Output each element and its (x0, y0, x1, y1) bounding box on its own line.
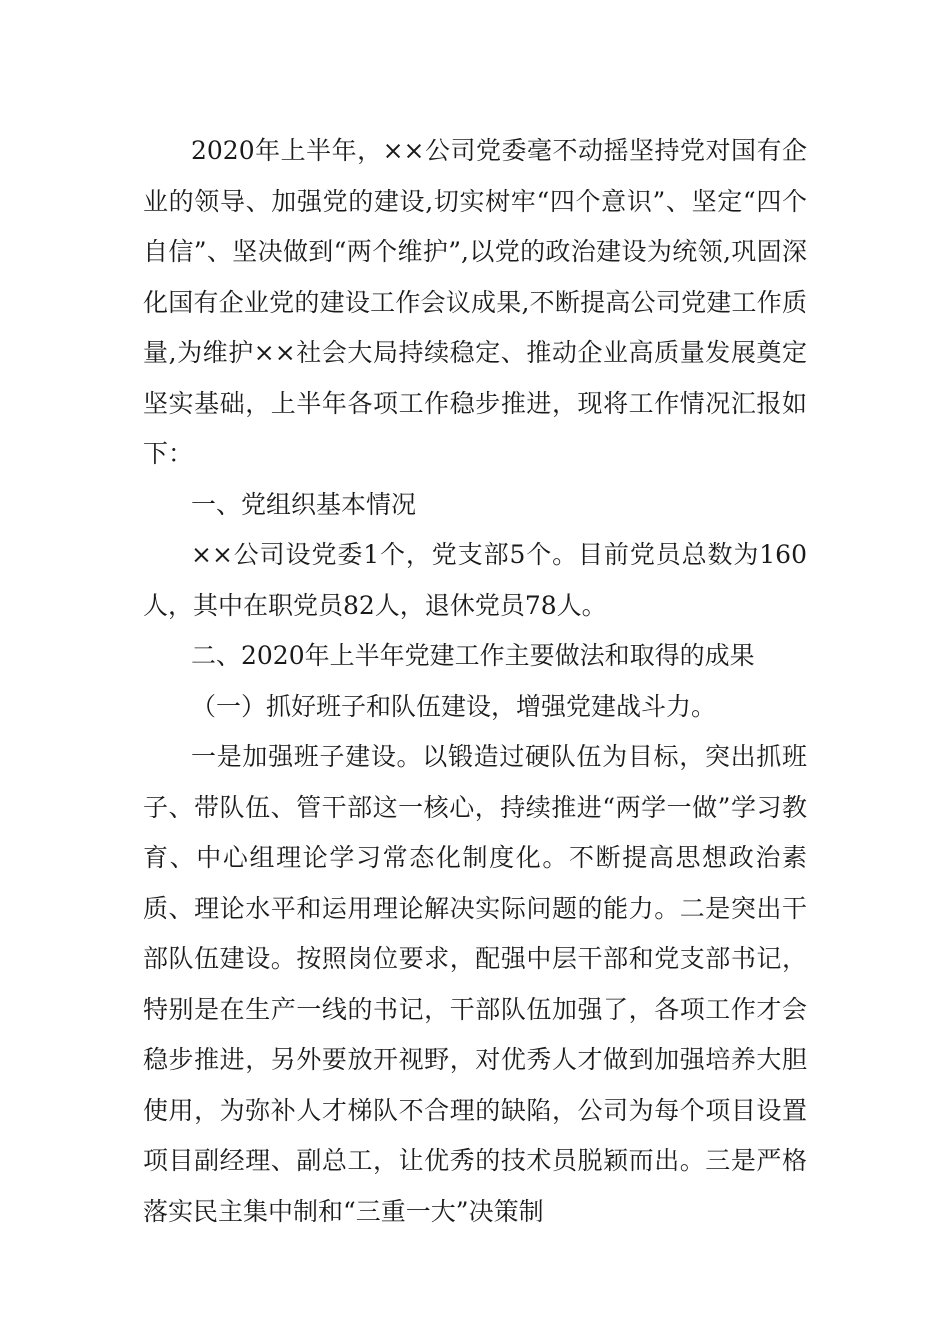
document-body (143, 126, 807, 1237)
intro-paragraph: 2020年上半年，××公司党委毫不动摇坚持党对国有企业的领导、加强党的建设,切实树牢“四个意识”、坚定“四个自信”、坚决做到“两个维护”,以党的政治建设为统领,巩固深化国有企业党的建设工作会议成果,不断提高公司党建工作质量,为维护××社会大局持续稳定、推动企业高质量发展奠定坚实基础，上半年各项工作稳步推进，现将工作情况汇报如下： (143, 136, 807, 468)
subsection-heading-1: （一）抓好班子和队伍建设，增强党建战斗力。 (191, 691, 717, 721)
section-heading-2: 二、2020年上半年党建工作主要做法和取得的成果 (191, 641, 755, 670)
section-heading-1: 一、党组织基本情况 (191, 489, 417, 519)
org-info-paragraph: ××公司设党委1个，党支部5个。目前党员总数为160人，其中在职党员82人，退休党员78人。 (143, 540, 807, 620)
body-paragraph: 一是加强班子建设。以锻造过硬队伍为目标，突出抓班子、带队伍、管干部这一核心，持续推进“两学一做”学习教育、中心组理论学习常态化制度化。不断提高思想政治素质、理论水平和运用理论解决实际问题的能力。二是突出干部队伍建设。按照岗位要求，配强中层干部和党支部书记，特别是在生产一线的书记，干部队伍加强了，各项工作才会稳步推进，另外要放开视野，对优秀人才做到加强培养大胆使用，为弥补人才梯队不合理的缺陷，公司为每个项目设置项目副经理、副总工，让优秀的技术员脱颖而出。三是严格落实民主集中制和“三重一大”决策制 (143, 742, 807, 1226)
